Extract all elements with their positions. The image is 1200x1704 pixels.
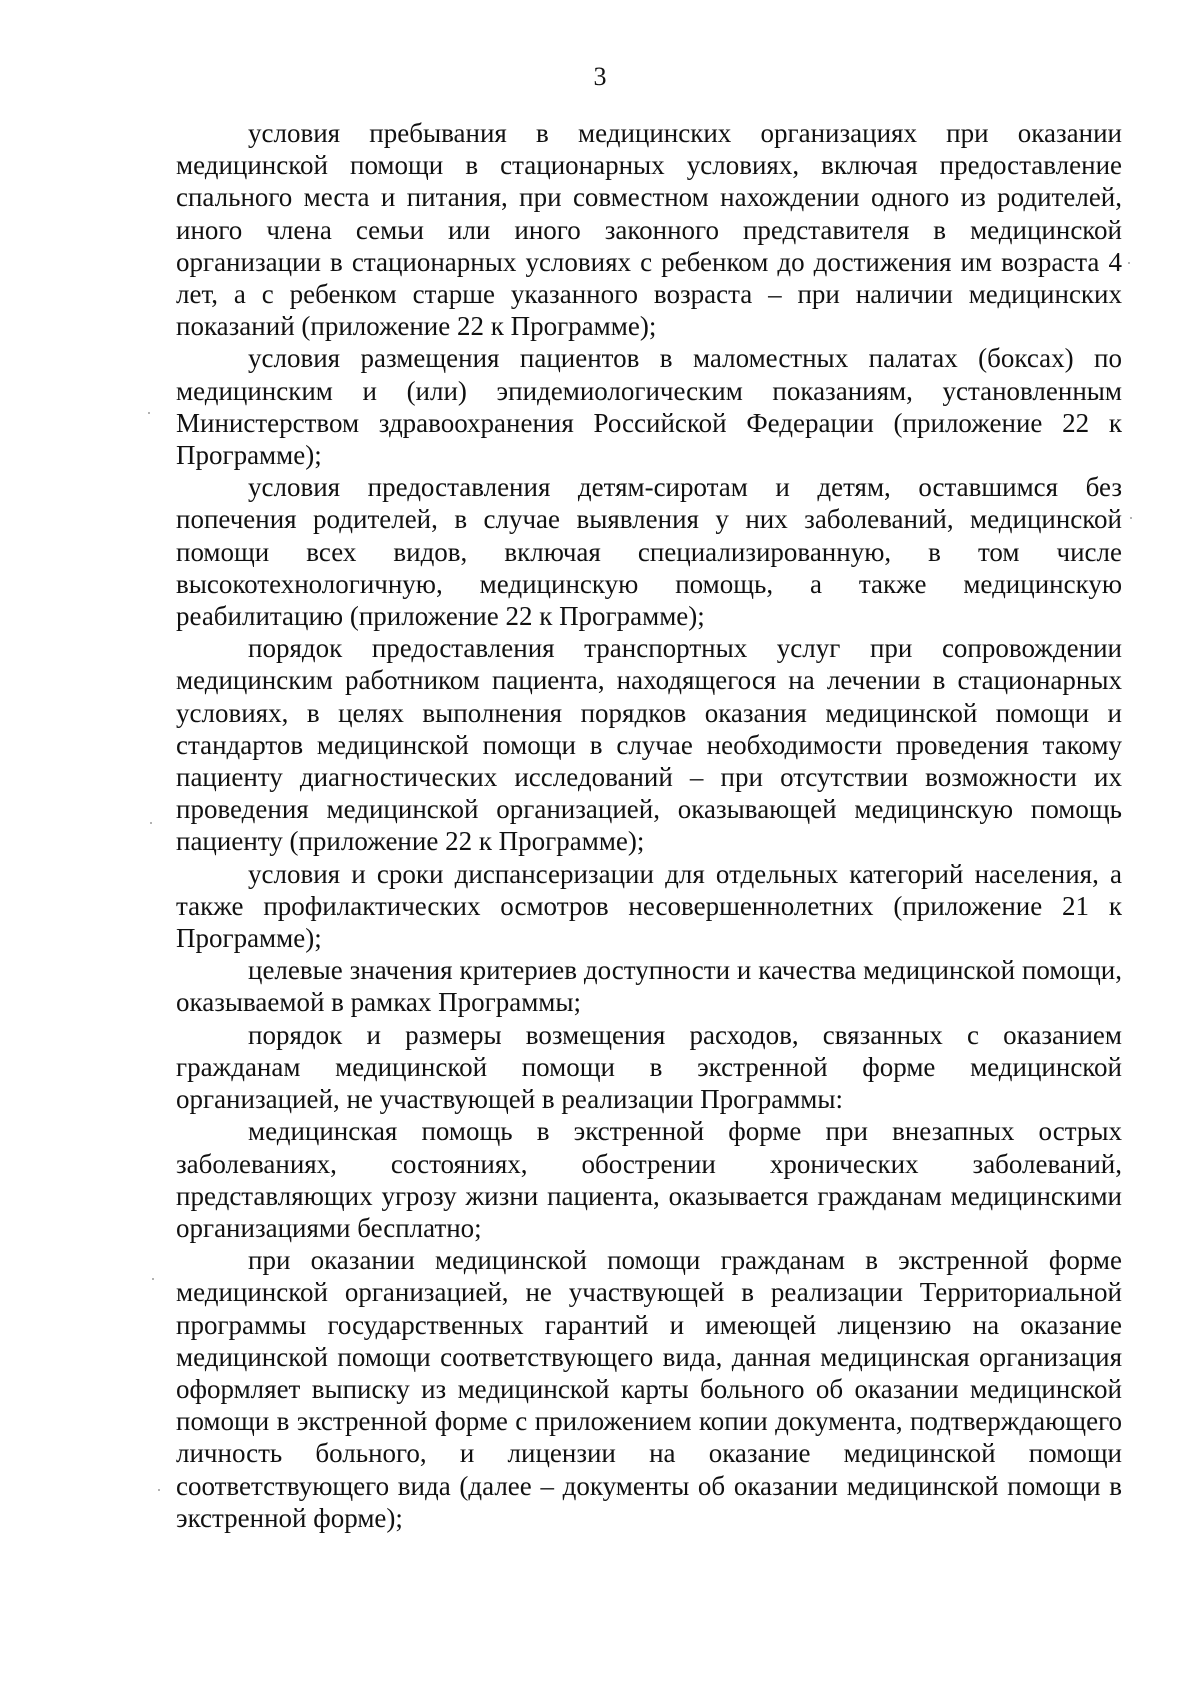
paragraph-stay-conditions: условия пребывания в медицинских организациях при оказании медицинской помощи в стационарных условиях, включая предоставление спального места и питания, при совместном нахождении одного из родителей, иного члена семьи или иного законного представителя в медицинской организации в стационарных условиях с ребенком до достижения им возраста 4 лет, а с ребенком старше указанного возраста – при наличии медицинских показаний (приложение 22 к Программе); (176, 118, 1122, 342)
paragraph-target-values: целевые значения критериев доступности и качества медицинской помощи, оказываемой в рамках Программы; (176, 955, 1122, 1018)
paragraph-small-wards: условия размещения пациентов в маломестных палатах (боксах) по медицинским и (или) эпидемиологическим показаниям, установленным Министерством здравоохранения Российской Федерации (приложение 22 к Программе); (176, 343, 1122, 471)
scan-speck (150, 822, 152, 824)
paragraph-reimbursement-order: порядок и размеры возмещения расходов, связанных с оказанием гражданам медицинской помощи в экстренной форме медицинской организацией, не участвующей в реализации Программы: (176, 1019, 1122, 1115)
page-number: 3 (593, 62, 607, 91)
scan-speck (1128, 262, 1130, 264)
scan-speck (1130, 517, 1132, 519)
paragraph-dispensarization: условия и сроки диспансеризации для отдельных категорий населения, а также профилактических осмотров несовершеннолетних (приложение 21 к Программе); (176, 858, 1122, 954)
scan-speck (158, 1489, 160, 1491)
paragraph-emergency-free: медицинская помощь в экстренной форме при внезапных острых заболеваниях, состояниях, обострении хронических заболеваний, представляющих угрозу жизни пациента, оказывается гражданам медицинскими организациями бесплатно; (176, 1116, 1122, 1243)
scan-speck (152, 1278, 154, 1280)
document-body (176, 117, 1122, 1534)
paragraph-orphans-care: условия предоставления детям-сиротам и детям, оставшимся без попечения родителей, в случае выявления у них заболеваний, медицинской помощи всех видов, включая специализированную, в том числе высокотехнологичную, медицинскую помощь, а также медицинскую реабилитацию (приложение 22 к Программе); (176, 472, 1122, 632)
paragraph-transport-services: порядок предоставления транспортных услуг при сопровождении медицинским работником пациента, находящегося на лечении в стационарных условиях, в целях выполнения порядков оказания медицинской помощи и стандартов медицинской помощи в случае необходимости проведения такому пациенту диагностических исследований – при отсутствии возможности их проведения медицинской организацией, оказывающей медицинскую помощь пациенту (приложение 22 к Программе); (176, 633, 1122, 857)
scan-speck (148, 412, 150, 414)
paragraph-emergency-documents: при оказании медицинской помощи гражданам в экстренной форме медицинской организацией, не участвующей в реализации Территориальной программы государственных гарантий и имеющей лицензию на оказание медицинской помощи соответствующего вида, данная медицинская организация оформляет выписку из медицинской карты больного об оказании медицинской помощи в экстренной форме с приложением копии документа, подтверждающего личность больного, и лицензии на оказание медицинской помощи соответствующего вида (далее – документы об оказании медицинской помощи в экстренной форме); (176, 1245, 1122, 1533)
